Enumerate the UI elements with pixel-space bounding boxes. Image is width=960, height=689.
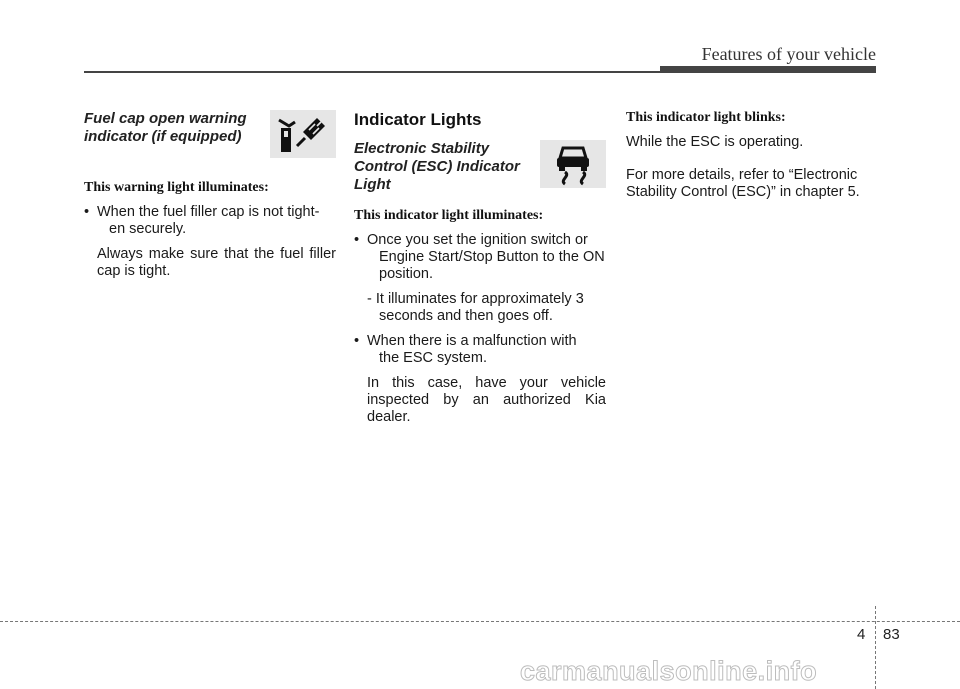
column-fuel-cap [84, 110, 336, 288]
page-number: 83 [883, 626, 900, 643]
header-rule-accent [660, 66, 876, 73]
footer-rule [0, 621, 960, 622]
fuel-cap-label: This warning light illuminates: [84, 180, 269, 195]
fuel-cap-subhead: Fuel cap open warning indicator (if equipped) [84, 110, 247, 145]
esc-para: In this case, have your vehicle inspected by an authorized Kia dealer. [367, 375, 606, 425]
page-header-title: Features of your vehicle [701, 44, 876, 64]
esc-bullet-2-rest: the ESC system. [379, 350, 487, 366]
esc-reference-para: For more details, refer to “Electronic Stability Control (ESC)” in chapter 5. [626, 167, 860, 200]
esc-dash-item [354, 291, 606, 325]
fuel-cap-bullet-rest: en securely. [109, 221, 187, 237]
esc-dash-rest: seconds and then goes off. [379, 308, 553, 324]
watermark-text: carmanualsonline.info [520, 656, 818, 686]
esc-skid-icon [540, 140, 606, 188]
esc-bullet-1-rest: Engine Start/Stop Button to the ON position. [379, 249, 605, 282]
footer-divider [875, 606, 876, 689]
esc-dash-lead: - It illuminates for approximately 3 [367, 291, 584, 307]
esc-subhead: Electronic Stability Control (ESC) Indicator Light [354, 140, 520, 193]
esc-label: This indicator light illuminates: [354, 208, 544, 223]
esc-bullet-1-lead: • Once you set the ignition switch or [367, 232, 588, 248]
fuel-cap-bullet [84, 204, 336, 238]
fuel-cap-open-icon [270, 110, 336, 158]
esc-bullet-1 [354, 232, 606, 283]
column-esc-blinks [626, 110, 878, 201]
indicator-lights-title: Indicator Lights [354, 110, 482, 129]
column-indicator-lights [354, 110, 606, 434]
fuel-cap-para: Always make sure that the fuel filler cap is tight. [97, 246, 336, 279]
chapter-number: 4 [857, 626, 866, 643]
esc-bullet-2 [354, 333, 606, 367]
esc-blinks-label: This indicator light blinks: [626, 110, 786, 125]
fuel-cap-bullet-lead: • When the fuel filler cap is not tight- [97, 204, 320, 220]
esc-blinks-para: While the ESC is operating. [626, 134, 804, 150]
esc-bullet-2-lead: • When there is a malfunction with [367, 333, 577, 349]
